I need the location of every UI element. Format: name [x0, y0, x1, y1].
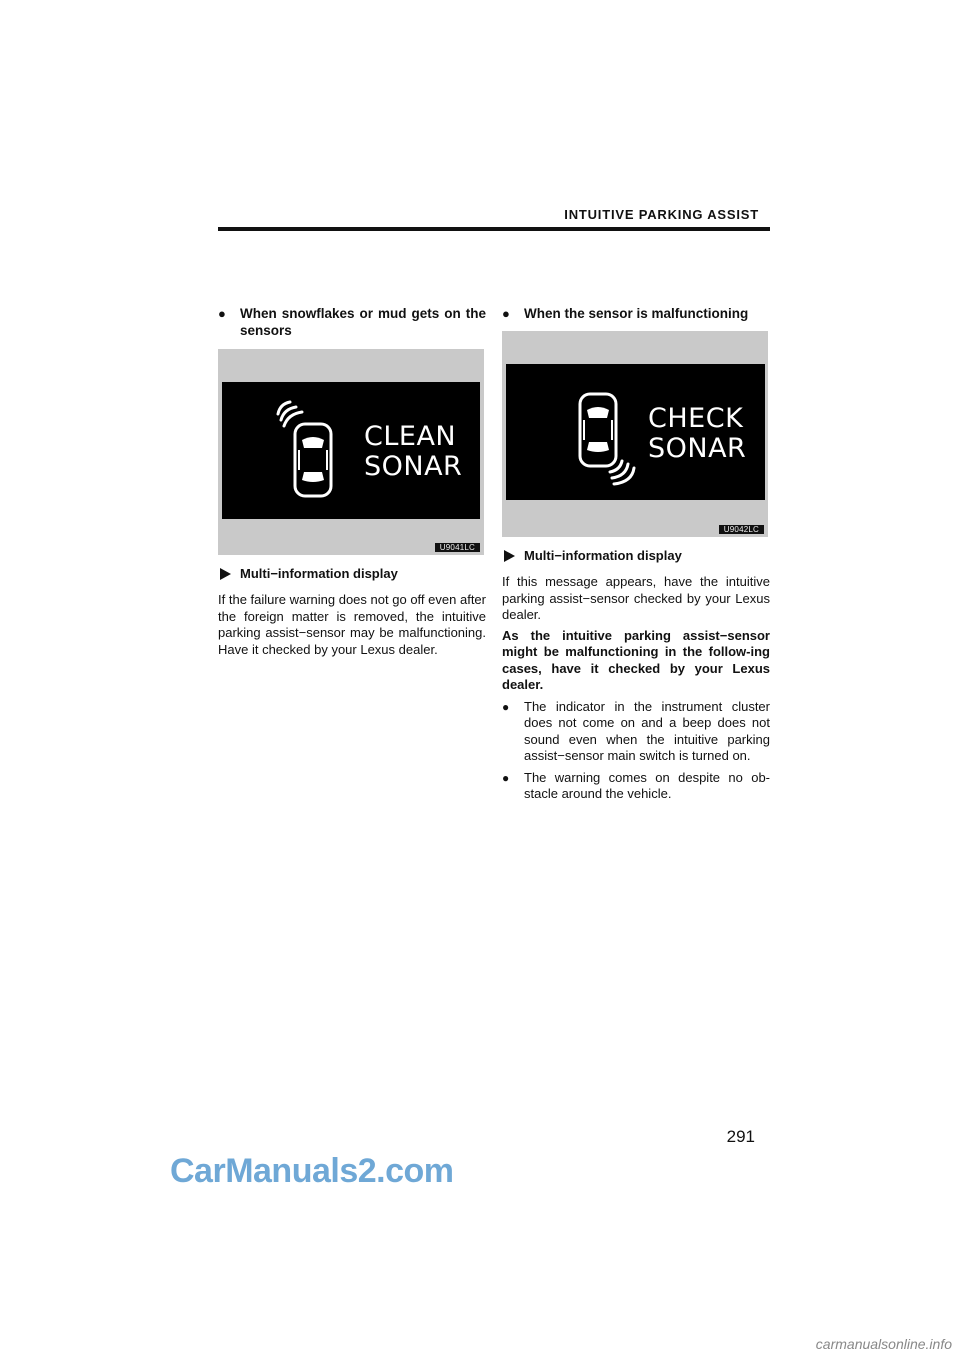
list-item: [502, 770, 770, 803]
caption-arrow-icon: [220, 568, 231, 580]
page-number: 291: [726, 1127, 755, 1146]
figure-code: U9042LC: [719, 525, 764, 534]
bullet-icon: ●: [218, 306, 226, 321]
section-heading-malfunction: [502, 305, 770, 322]
list-item-text: The indicator in the instrument cluster does not come on and a beep does not sound even when the intuitive parking assist−sensor main switch is turned on.: [524, 698, 770, 763]
figure-caption: [218, 566, 486, 581]
heading-text: When snowflakes or mud gets on the sensors: [240, 306, 486, 338]
watermark: CarManuals2.com: [170, 1152, 454, 1190]
left-column: [218, 305, 486, 658]
screen-message-line2: SONAR: [364, 451, 463, 482]
bullet-icon: ●: [502, 306, 510, 321]
malfunction-list: [502, 699, 770, 803]
caption-text: Multi−information display: [240, 566, 398, 581]
check-sonar-figure: [502, 331, 768, 537]
figure-code: U9041LC: [435, 543, 480, 552]
screen-message-line1: CLEAN: [364, 421, 457, 452]
page-header-title: INTUITIVE PARKING ASSIST: [564, 207, 759, 222]
figure-caption: [502, 548, 770, 563]
list-item-text: The warning comes on despite no ob-stacle around the vehicle.: [524, 769, 770, 801]
body-paragraph: If this message appears, have the intuitive parking assist−sensor checked by your Lexus dealer.: [502, 574, 770, 622]
caption-arrow-icon: [504, 550, 515, 562]
display-screen: [506, 364, 765, 500]
clean-sonar-figure: [218, 349, 484, 555]
body-paragraph: If the failure warning does not go off even after the foreign matter is removed, the intuitive parking assist−sensor may be malfunctioning. Have it checked by your Lexus dealer.: [218, 592, 486, 657]
section-heading-snow-mud: [218, 305, 486, 339]
screen-message-line1: CHECK: [648, 403, 744, 434]
footer-watermark: carmanualsonline.info: [815, 1336, 952, 1352]
header-rule: [218, 227, 770, 231]
display-screen: [222, 382, 480, 519]
bullet-icon: ●: [502, 699, 510, 714]
screen-message-line2: SONAR: [648, 433, 747, 464]
bullet-icon: ●: [502, 770, 510, 785]
heading-text: When the sensor is malfunctioning: [524, 306, 749, 321]
right-column: [502, 305, 770, 803]
bold-paragraph: As the intuitive parking assist−sensor might be malfunctioning in the follow-ing cases, have it checked by your Lexus dealer.: [502, 627, 770, 692]
list-item: [502, 699, 770, 765]
caption-text: Multi−information display: [524, 548, 682, 563]
